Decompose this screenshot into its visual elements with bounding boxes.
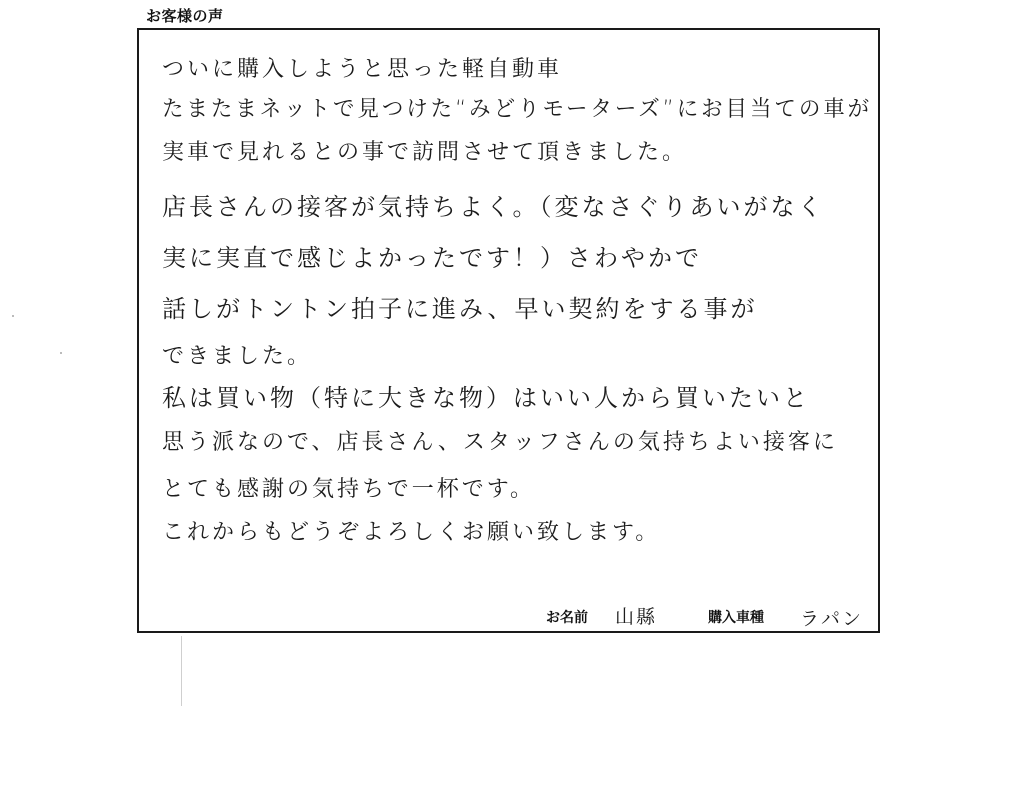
- testimonial-line-11: これからもどうぞよろしくお願い致します。: [162, 520, 661, 545]
- testimonial-line-9: 思う派なので、店長さん、スタッフさんの気持ちよい接客に: [162, 430, 838, 455]
- testimonial-line-4: 店長さんの接客が気持ちよく。（変なさぐりあいがなく: [162, 193, 825, 221]
- scan-artifact-line: [181, 636, 182, 706]
- testimonial-line-1: ついに購入しようと思った軽自動車: [162, 57, 563, 82]
- vehicle-label: 購入車種: [708, 610, 764, 626]
- testimonial-line-7: できました。: [162, 344, 313, 369]
- scan-speck: [60, 352, 62, 354]
- testimonial-line-3: 実車で見れるとの事で訪問させて頂きました。: [162, 140, 688, 165]
- testimonial-line-10: とても感謝の気持ちで一杯です。: [162, 477, 536, 502]
- page-title: お客様の声: [146, 7, 224, 25]
- scan-speck: [12, 315, 14, 317]
- name-label: お名前: [546, 610, 588, 626]
- testimonial-line-6: 話しがトントン拍子に進み、早い契約をする事が: [162, 295, 758, 323]
- testimonial-line-2: たまたまネットで見つけた“みどりモーターズ”にお目当ての車が: [162, 97, 873, 122]
- vehicle-value: ラパン: [800, 608, 864, 630]
- testimonial-line-8: 私は買い物（特に大きな物）はいい人から買いたいと: [162, 384, 810, 412]
- testimonial-line-5: 実に実直で感じよかったです！）さわやかで: [162, 244, 702, 272]
- name-value: 山縣: [615, 606, 658, 628]
